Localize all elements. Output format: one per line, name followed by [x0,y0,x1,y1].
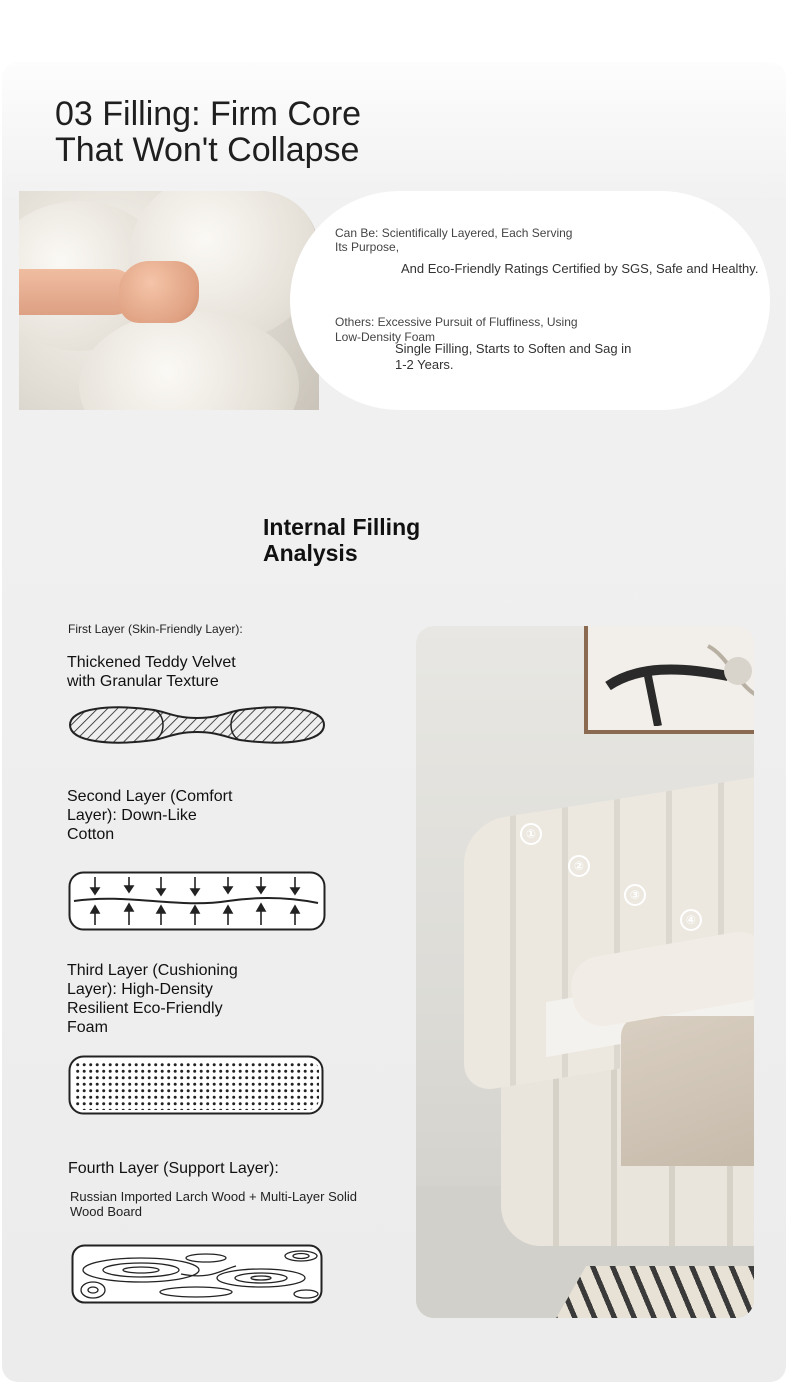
others-line-3: Single Filling, Starts to Soften and Sag in [395,341,632,356]
fist-shape [119,261,199,323]
bed-photo [416,626,754,1318]
layer-marker-3: ③ [624,884,646,906]
section-title-line-1: Internal Filling [263,514,421,540]
page-title [55,96,475,168]
layer-3-desc: Third Layer (Cushioning Layer): High-Density Resilient Eco-Friendly Foam [67,962,238,1036]
section-title-line-2: Analysis [263,540,358,566]
others-line-1: Others: Excessive Pursuit of Fluffiness, Using [335,315,578,329]
title-line-1: 03 Filling: Firm Core [55,95,362,133]
ours-line-1: Can Be: Scientifically Layered, Each Serving [335,226,573,240]
title-line-2: That Won't Collapse [55,131,360,169]
blanket [621,1016,754,1166]
layer-1-label: First Layer (Skin-Friendly Layer): [68,622,243,636]
down-cotton-layer-icon [68,871,326,931]
section-title [263,514,533,566]
ours-line-2: Its Purpose, [335,240,400,254]
layer-marker-4: ④ [680,909,702,931]
hand-squeezing-fabric-photo [19,191,319,410]
comparison-card [290,191,770,410]
layer-2-desc: Second Layer (Comfort Layer): Down-Like Cotton [67,788,233,843]
wood-board-layer-icon [71,1244,323,1304]
foam-layer-icon [68,1055,324,1115]
others-line-2: Low-Density Foam [335,330,436,344]
others-line-4: 1-2 Years. [395,357,454,372]
layer-4-label: Fourth Layer (Support Layer): [68,1160,279,1177]
layer-marker-1: ① [520,823,542,845]
teddy-velvet-layer-icon [66,700,328,750]
layer-marker-2: ② [568,855,590,877]
layer-1-desc: Thickened Teddy Velvet with Granular Texture [67,654,236,690]
ours-line-3: And Eco-Friendly Ratings Certified by SGS, Safe and Healthy. [401,261,759,276]
wall-art [584,626,754,734]
layer-4-desc: Russian Imported Larch Wood + Multi-Layer Solid Wood Board [70,1189,357,1219]
arm-shape [19,269,134,315]
